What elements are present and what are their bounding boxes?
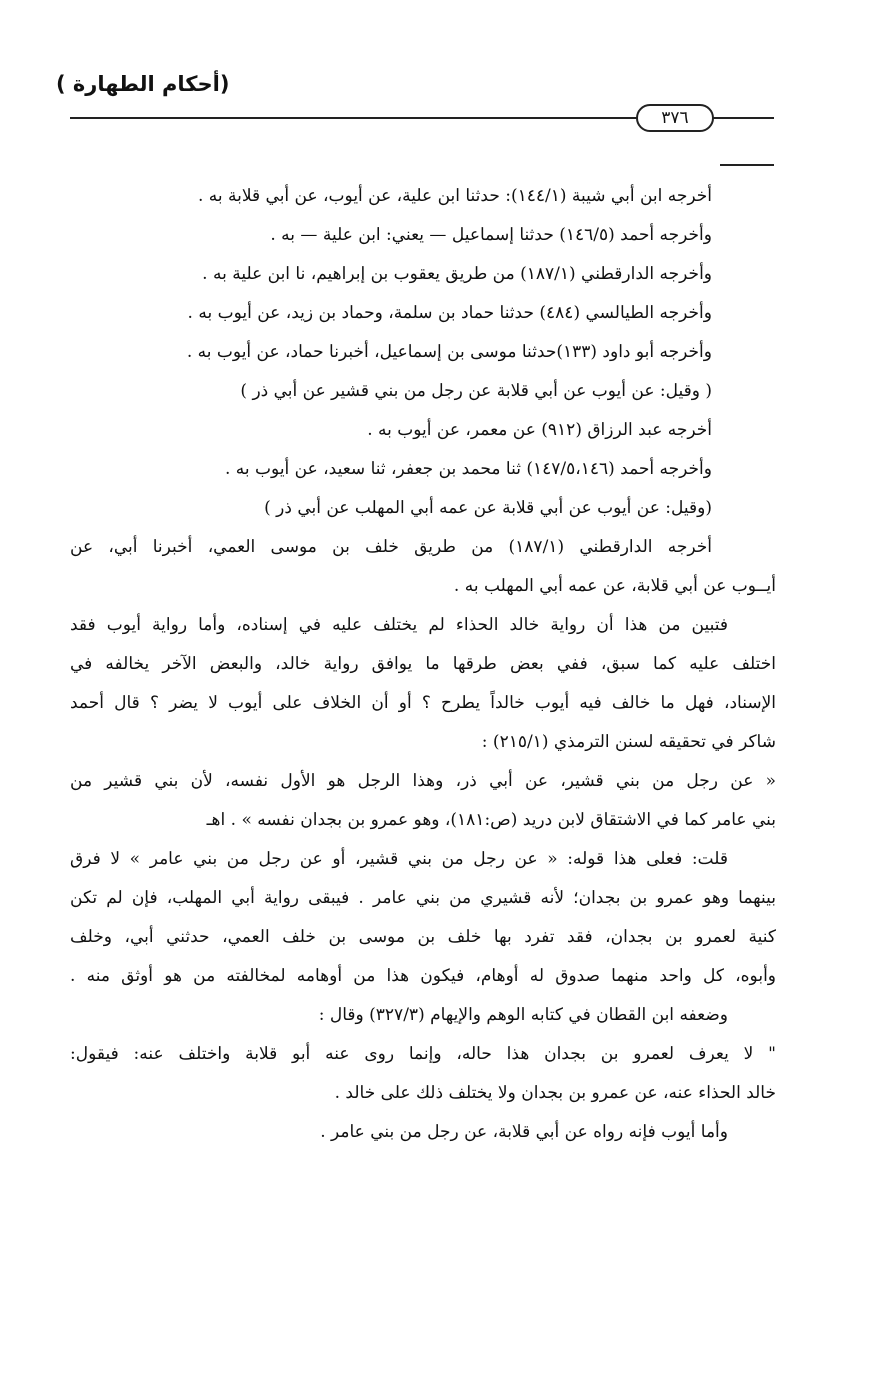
text-line: « عن رجل من بني قشير، عن أبي ذر، وهذا الرجل هو الأول نفسه، لأن بني قشير من bbox=[70, 771, 776, 791]
text-line: بينهما وهو عمرو بن بجدان؛ لأنه قشيري من بني عامر . فيبقى رواية أبي المهلب، فإن لم تكن bbox=[70, 888, 776, 908]
text-line: الإسناد، فهل ما خالف فيه أيوب خالداً يطرح ؟ أو أن الخلاف على أيوب لا يضر ؟ قال أحمد bbox=[70, 693, 776, 713]
text-line: وأخرجه الدارقطني (١٨٧/١) من طريق يعقوب بن إبراهيم، نا ابن علية به . bbox=[202, 264, 712, 284]
header-rule-right bbox=[712, 117, 774, 119]
text-line: وأبوه، كل واحد منهما صدوق له أوهام، فيكون هذا من أوهامه لمخالفته من هو أوثق منه . bbox=[70, 966, 776, 986]
text-line: أخرجه ابن أبي شيبة (١٤٤/١): حدثنا ابن علية، عن أيوب، عن أبي قلابة به . bbox=[197, 186, 712, 206]
text-line: وأخرجه أبو داود (١٣٣)حدثنا موسى بن إسماعيل، أخبرنا حماد، عن أيوب به . bbox=[186, 342, 712, 362]
text-line: أخرجه الدارقطني (١٨٧/١) من طريق خلف بن موسى العمي، أخبرنا أبي، عن bbox=[70, 537, 712, 557]
text-line: (وقيل: عن أيوب عن أبي قلابة عن عمه أبي المهلب عن أبي ذر ) bbox=[264, 498, 712, 518]
page-number: ٣٧٦ bbox=[636, 104, 714, 132]
section-rule bbox=[720, 164, 774, 166]
text-line: كنية لعمرو بن بجدان، فقد تفرد بها خلف بن موسى بن خلف العمي، حدثني أبي، وخلف bbox=[70, 927, 776, 947]
text-line: قلت: فعلى هذا قوله: « عن رجل من بني قشير، أو عن رجل من بني عامر » لا فرق bbox=[70, 849, 728, 869]
header-rule bbox=[70, 117, 638, 119]
text-line: " لا يعرف لعمرو بن بجدان هذا حاله، وإنما روى عنه أبو قلابة واختلف عنه: فيقول: bbox=[70, 1044, 776, 1064]
text-line: فتبين من هذا أن رواية خالد الحذاء لم يختلف عليه في إسناده، وأما رواية أيوب فقد bbox=[70, 615, 728, 635]
text-line: وأما أيوب فإنه رواه عن أبي قلابة، عن رجل من بني عامر . bbox=[320, 1122, 728, 1142]
text-line: أخرجه عبد الرزاق (٩١٢) عن معمر، عن أيوب به . bbox=[367, 420, 712, 440]
text-line: وأخرجه أحمد (١٤٦/٥) حدثنا إسماعيل — يعني: ابن علية — به . bbox=[270, 225, 712, 245]
text-line: خالد الحذاء عنه، عن عمرو بن بجدان ولا يختلف ذلك على خالد . bbox=[334, 1083, 776, 1103]
page-header bbox=[0, 0, 879, 140]
text-line: بني عامر كما في الاشتقاق لابن دريد (ص:١٨١)، وهو عمرو بن بجدان نفسه » . اهـ bbox=[206, 810, 776, 830]
text-line: أيــوب عن أبي قلابة، عن عمه أبي المهلب به . bbox=[453, 576, 776, 596]
book-title: (أحكام الطهارة ) bbox=[56, 72, 230, 96]
text-line: وضعفه ابن القطان في كتابه الوهم والإيهام (٣٢٧/٣) وقال : bbox=[318, 1005, 728, 1025]
text-line: وأخرجه الطيالسي (٤٨٤) حدثنا حماد بن سلمة، وحماد بن زيد، عن أيوب به . bbox=[187, 303, 712, 323]
text-line: ( وقيل: عن أيوب عن أبي قلابة عن رجل من بني قشير عن أبي ذر ) bbox=[240, 381, 712, 401]
text-line: وأخرجه أحمد (١٤٧/٥،١٤٦) ثنا محمد بن جعفر، ثنا سعيد، عن أيوب به . bbox=[224, 459, 712, 479]
text-line: اختلف عليه كما سبق، ففي بعض طرقها ما يوافق رواية خالد، والبعض الآخر يخالفه في bbox=[70, 654, 776, 674]
text-line: شاكر في تحقيقه لسنن الترمذي (٢١٥/١) : bbox=[481, 732, 776, 752]
page-body bbox=[70, 177, 776, 1152]
